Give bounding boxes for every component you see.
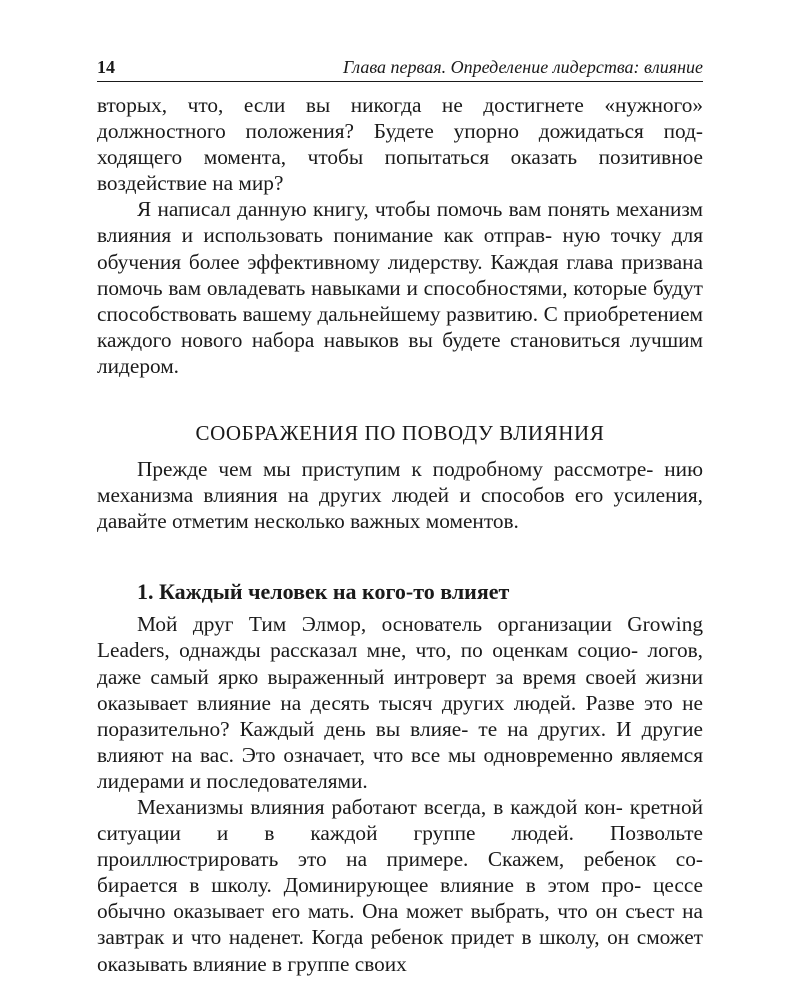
subsection-heading: 1. Каждый человек на кого-то влияет (137, 579, 510, 605)
book-page (97, 56, 703, 977)
paragraph-5: Механизмы влияния работают всегда, в каждой кон- кретной ситуации и в каждой группе людей. Позвольте проиллюстрировать это на примере. Скажем, ребенок со- бирается в школу. Доминирующее влияние в этом про- цессе обычно оказывает его мать. Она может выбрать, что он съест на завтрак и что наденет. Когда ребенок придет в школу, он сможет оказывать влияние в группе своих (97, 794, 703, 976)
running-header (97, 56, 703, 82)
paragraph-4: Мой друг Тим Элмор, основатель организации Growing Leaders, однажды рассказал мне, что, по оценкам социо- логов, даже самый ярко выраженный интроверт за время своей жизни оказывает влияние на десять тысяч других людей. Разве это не поразительно? Каждый день вы влияе- те на других. И другие влияют на вас. Это означает, что все мы одновременно являемся лидерами и последователями. (97, 612, 703, 793)
paragraph-3: Прежде чем мы приступим к подробному рассмотре- нию механизма влияния на других людей и способов его усиления, давайте отметим несколько важных моментов. (97, 457, 703, 534)
section-heading: СООБРАЖЕНИЯ ПО ПОВОДУ ВЛИЯНИЯ (195, 421, 605, 446)
running-title: Глава первая. Определение лидерства: влияние (343, 57, 703, 77)
body-text (97, 92, 703, 977)
page-number: 14 (97, 57, 115, 77)
paragraph-2: Я написал данную книгу, чтобы помочь вам понять механизм влияния и использовать понимание как отправ- ную точку для обучения более эффективному лидерству. Каждая глава призвана помочь вам овладевать навыками и способностями, которые будут способствовать вашему дальнейшему развитию. С приобретением каждого нового набора навыков вы будете становиться лучшим лидером. (97, 197, 703, 378)
paragraph-1: вторых, что, если вы никогда не достигнете «нужного» должностного положения? Будете упорно дожидаться под- ходящего момента, чтобы попытаться оказать позитивное воздействие на мир? (97, 93, 703, 196)
